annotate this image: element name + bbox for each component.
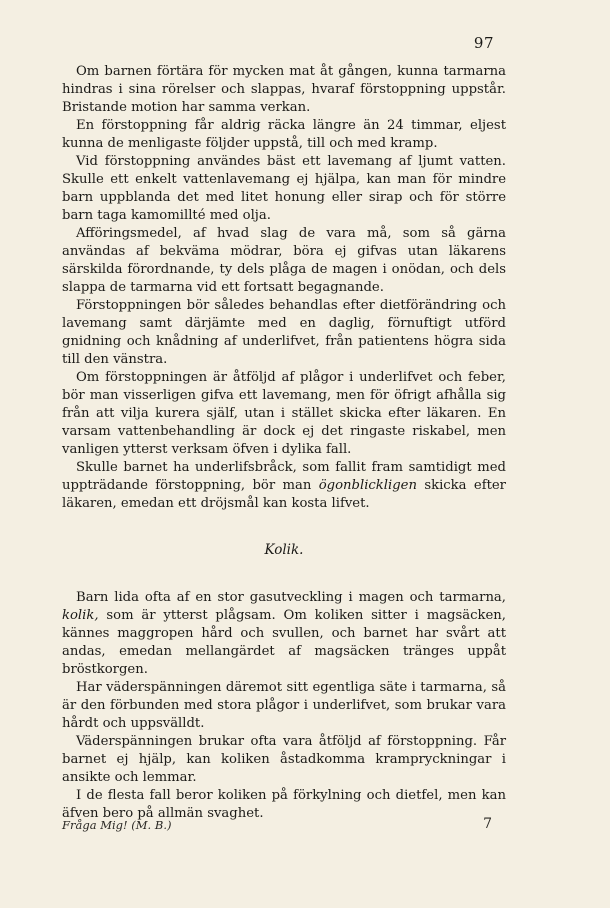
- emphasis-word: kolik,: [62, 608, 99, 623]
- paragraph: Har väderspänningen däremot sitt egentliga säte i tarmarna, så är den förbunden med stora plågor i underlifvet, som brukar vara hårdt och uppsvälldt.: [62, 680, 506, 731]
- paragraph: Förstoppningen bör således behandlas efter dietförändring och lavemang samt därjämte med en daglig, förnuftigt utförd gnidning och knådning af underlifvet, från patientens högra sida till den vänstra.: [62, 298, 506, 367]
- paragraph: Afföringsmedel, af hvad slag de vara må, som så gärna användas af bekväma mödrar, böra ej gifvas utan läkarens särskilda förordnande, ty dels plåga de magen i onödan, och dels slappa de tarmarna vid ett fortsatt begagnande.: [62, 226, 506, 295]
- section-title: Kolik.: [264, 542, 304, 558]
- paragraph: Om barnen förtära för mycken mat åt gången, kunna tarmarna hindras i sina rörelser och slappas, hvaraf förstoppning uppstår. Bristande motion har samma verkan.: [62, 64, 506, 115]
- signature-mark: 7: [483, 816, 492, 832]
- page-number: 97: [473, 34, 494, 52]
- paragraph: Väderspänningen brukar ofta vara åtföljd af förstoppning. Får barnet ej hjälp, kan koliken åstadkomma krampryckningar i ansikte och lemmar.: [62, 734, 506, 785]
- paragraph: [62, 589, 506, 679]
- page-body: [62, 63, 506, 823]
- paragraph: I de flesta fall beror koliken på förkylning och dietfel, men kan äfven bero på allmän svaghet.: [62, 788, 506, 821]
- paragraph: Om förstoppningen är åtföljd af plågor i underlifvet och feber, bör man visserligen gifva ett lavemang, men för öfrigt afhålla sig från att vilja kurera själf, utan i stället skicka efter läkaren. En varsam vattenbehandling är dock ej det ringaste riskabel, men vanligen ytterst verksam öfven i dylika fall.: [62, 370, 506, 457]
- paragraph: Vid förstoppning användes bäst ett lavemang af ljumt vatten. Skulle ett enkelt vattenlavemang ej hjälpa, kan man för mindre barn uppblanda det med litet honung eller sirap och för större barn taga kamomillté med olja.: [62, 154, 506, 223]
- paragraph: En förstoppning får aldrig räcka längre än 24 timmar, eljest kunna de menligaste följder uppstå, till och med kramp.: [62, 118, 506, 151]
- paragraph: [62, 459, 506, 513]
- paragraph-text: skicka efter läkaren, emedan ett dröjsmål kan kosta lifvet.: [62, 478, 506, 511]
- paragraph-text: som är ytterst plågsam. Om koliken sitter i magsäcken, kännes maggropen hård och svullen, och barnet har svårt att andas, emedan mellangärdet af magsäcken tränges uppåt bröstkorgen.: [62, 608, 506, 677]
- footer-series-title: Fråga Mig! (M. B.): [62, 818, 172, 832]
- paragraph-text: Barn lida ofta af en stor gasutveckling i magen och tarmarna,: [76, 590, 506, 605]
- paragraph-text: Skulle barnet ha underlifsbråck, som fallit fram samtidigt med uppträdande förstoppning, bör man: [62, 460, 506, 493]
- emphasis-word: ögonblickligen: [318, 478, 417, 493]
